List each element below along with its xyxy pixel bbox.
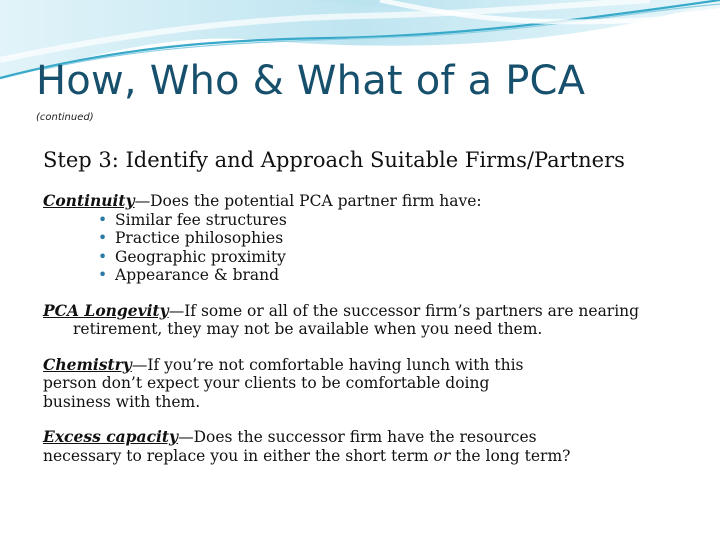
capacity-line2b: the long term? [450,446,571,465]
bullet-item: • Geographic proximity [98,248,693,267]
slide-subtitle: (continued) [36,112,94,123]
capacity-line1: —Does the successor firm have the resources [178,428,537,446]
continuity-bullet-list [43,211,693,285]
capacity-or: or [433,446,451,465]
slide-title: How, Who & What of a PCA [36,58,586,104]
capacity-line2a: necessary to replace you in either the short term [43,446,434,465]
continuity-lead: Continuity [43,191,135,210]
continuity-text: —Does the potential PCA partner firm have: [134,192,482,210]
longevity-text: —If some or all of the successor firm’s partners are nearing retirement, they may not be available when you need them. [73,301,640,338]
longevity-lead: PCA Longevity [43,300,169,320]
chemistry-lead: Chemistry [43,354,132,374]
chemistry-line1: —If you’re not comfortable having lunch with this [131,355,524,374]
continuity-paragraph [43,192,693,211]
longevity-paragraph [43,302,693,339]
slide-body [43,192,693,465]
capacity-lead: Excess capacity [43,427,179,446]
bullet-item: • Practice philosophies [98,229,693,248]
capacity-paragraph [43,428,693,465]
step-heading: Step 3: Identify and Approach Suitable Firms/Partners [43,148,625,172]
chemistry-paragraph [43,356,693,412]
chemistry-line3: business with them. [43,392,201,411]
bullet-item: • Similar fee structures [98,211,693,230]
chemistry-line2: person don’t expect your clients to be comfortable doing [43,374,490,392]
bullet-item: • Appearance & brand [98,266,693,285]
